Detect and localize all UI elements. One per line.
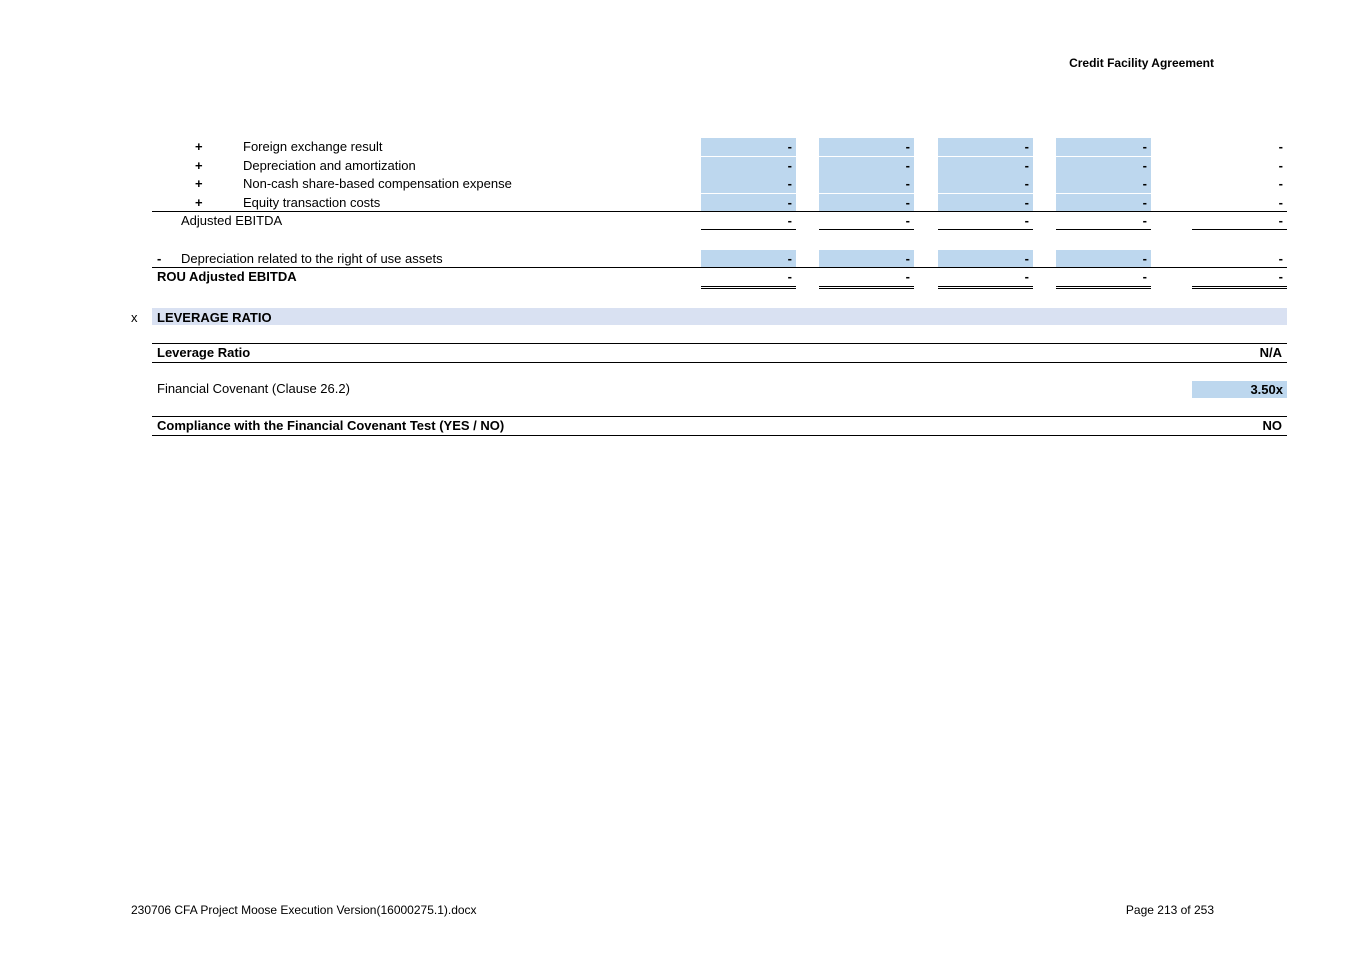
leverage-ratio-row — [0, 344, 1365, 362]
plus-sign: + — [195, 139, 203, 154]
value-cell[interactable]: - — [819, 138, 914, 156]
value-cell[interactable]: - — [819, 194, 914, 212]
value-cell: - — [701, 268, 796, 289]
financial-covenant-value[interactable]: 3.50x — [1192, 381, 1287, 398]
value-cell: - — [701, 212, 796, 230]
document-header-title: Credit Facility Agreement — [1069, 56, 1214, 70]
footer-document-name: 230706 CFA Project Moose Execution Version(16000275.1).docx — [131, 903, 477, 917]
value-cell[interactable]: - — [1056, 175, 1151, 193]
value-cell: - — [1056, 268, 1151, 289]
value-cell[interactable]: - — [701, 157, 796, 175]
rou-adjusted-ebitda-row — [0, 268, 1365, 286]
total-cell: - — [1192, 268, 1287, 289]
value-cell[interactable]: - — [1056, 138, 1151, 156]
divider — [152, 362, 1287, 363]
value-cell[interactable]: - — [701, 175, 796, 193]
value-cell[interactable]: - — [701, 194, 796, 212]
value-cell[interactable]: - — [819, 175, 914, 193]
value-cell[interactable]: - — [819, 157, 914, 175]
compliance-row — [0, 417, 1365, 435]
line-item-depreciation — [0, 157, 1365, 175]
plus-sign: + — [195, 176, 203, 191]
leverage-ratio-label: Leverage Ratio — [157, 345, 251, 360]
value-cell[interactable]: - — [1056, 250, 1151, 268]
value-cell[interactable]: - — [938, 175, 1033, 193]
rou-depreciation-label: Depreciation related to the right of use assets — [181, 251, 443, 266]
section-title: LEVERAGE RATIO — [157, 310, 272, 325]
value-cell: - — [1056, 212, 1151, 230]
line-item-label: Equity transaction costs — [243, 195, 381, 210]
rou-adjusted-ebitda-label: ROU Adjusted EBITDA — [157, 269, 297, 284]
leverage-ratio-value: N/A — [1259, 345, 1282, 360]
compliance-label: Compliance with the Financial Covenant Test (YES / NO) — [157, 418, 505, 433]
line-item-label: Non-cash share-based compensation expense — [243, 176, 512, 191]
total-cell: - — [1278, 139, 1283, 154]
line-item-share-based-comp — [0, 175, 1365, 193]
section-marker: x — [131, 310, 138, 325]
total-cell: - — [1278, 176, 1283, 191]
adjusted-ebitda-label: Adjusted EBITDA — [181, 213, 283, 228]
value-cell: - — [938, 212, 1033, 230]
financial-covenant-row — [0, 380, 1365, 398]
value-cell[interactable]: - — [819, 250, 914, 268]
line-item-equity-costs — [0, 194, 1365, 212]
line-item-label: Depreciation and amortization — [243, 158, 416, 173]
value-cell[interactable]: - — [938, 250, 1033, 268]
adjusted-ebitda-row — [0, 212, 1365, 230]
minus-sign: - — [157, 251, 162, 266]
value-cell[interactable]: - — [1056, 194, 1151, 212]
divider — [152, 435, 1287, 436]
value-cell[interactable]: - — [701, 250, 796, 268]
line-item-foreign-exchange — [0, 138, 1365, 156]
compliance-value: NO — [1262, 418, 1282, 433]
total-cell: - — [1278, 158, 1283, 173]
value-cell: - — [819, 268, 914, 289]
value-cell[interactable]: - — [938, 157, 1033, 175]
value-cell[interactable]: - — [938, 138, 1033, 156]
total-cell: - — [1192, 212, 1287, 230]
total-cell: - — [1278, 195, 1283, 210]
value-cell: - — [938, 268, 1033, 289]
value-cell[interactable]: - — [1056, 157, 1151, 175]
rou-depreciation-row — [0, 250, 1365, 268]
plus-sign: + — [195, 158, 203, 173]
financial-covenant-label: Financial Covenant (Clause 26.2) — [157, 381, 350, 396]
section-band — [152, 308, 1287, 325]
value-cell[interactable]: - — [701, 138, 796, 156]
line-item-label: Foreign exchange result — [243, 139, 383, 154]
total-cell: - — [1278, 251, 1283, 266]
value-cell[interactable]: - — [938, 194, 1033, 212]
footer-page-number: Page 213 of 253 — [1125, 903, 1214, 917]
value-cell: - — [819, 212, 914, 230]
plus-sign: + — [195, 195, 203, 210]
